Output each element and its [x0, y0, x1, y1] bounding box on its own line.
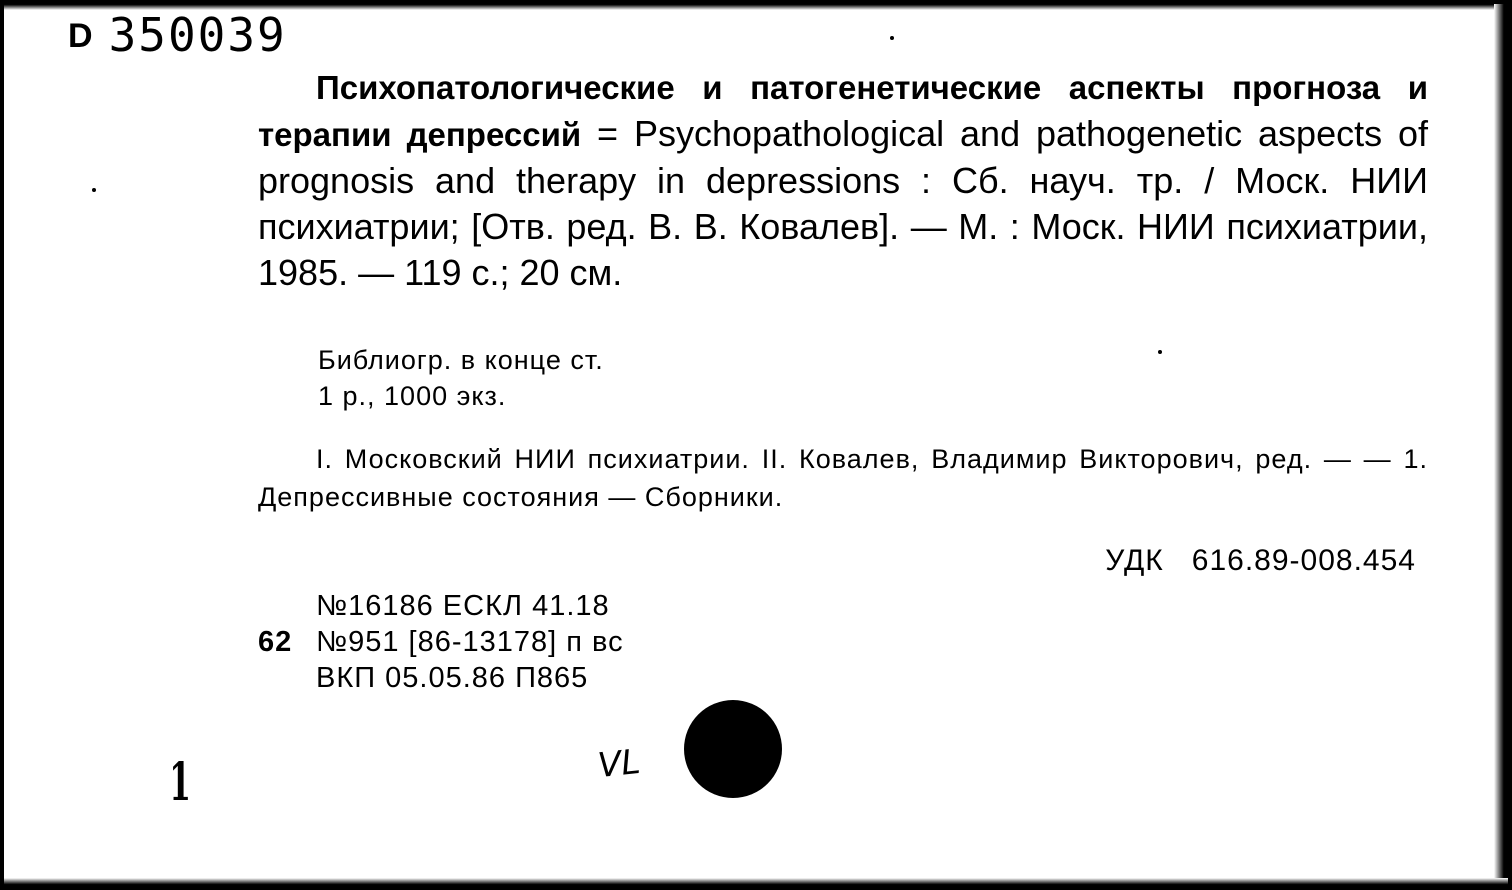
accession-number [68, 8, 287, 62]
price-run-note: 1 р., 1000 экз. [318, 381, 507, 411]
scan-speck [890, 36, 894, 40]
acquisition-line-2-text: №951 [86-13178] п вс [316, 626, 624, 658]
accession-prefix: D [68, 17, 95, 55]
acquisition-line-2-prefix: 62 [258, 626, 293, 658]
acquisition-line-3-text: ВКП 05.05.86 П865 [316, 662, 589, 694]
acquisition-line-1 [258, 588, 624, 624]
scan-speck [1158, 350, 1162, 354]
udc-classification [1105, 544, 1416, 578]
acquisition-line-2 [258, 624, 624, 660]
handwritten-vl-mark: VL [596, 741, 643, 787]
main-entry [258, 64, 1428, 296]
acquisition-line-1-text: №16186 ЕСКЛ 41.18 [316, 590, 610, 622]
handwritten-one-mark: 1 [169, 752, 191, 813]
acquisition-line-3 [258, 660, 624, 696]
tracings: I. Московский НИИ психиатрии. II. Ковалев, Владимир Викторович, ред. — — 1. Депрессивные состояния — Сборники. [258, 444, 1428, 512]
bibliography-note: Библиогр. в конце ст. [318, 345, 604, 375]
punch-hole-icon [684, 700, 782, 798]
scan-edge-right [1494, 4, 1508, 886]
scan-edge-bottom [4, 878, 1508, 886]
udc-label: УДК [1105, 544, 1164, 577]
acquisition-block [258, 588, 624, 696]
title-bold: Психопатологические и патогенетические аспекты прогноза и терапии депрессий [258, 69, 1428, 153]
udc-value: 616.89-008.454 [1191, 544, 1416, 577]
notes [318, 342, 604, 414]
scan-speck [92, 188, 96, 192]
main-entry-body: = Psychopathological and pathogenetic aspects of prognosis and therapy in depressions : Сб. науч. тр. / Моск. НИИ психиатрии; [Отв. ред. В. В. Ковалев]. — М. : Моск. НИИ психиатрии, 1985. — 119 с.; 20 см. [258, 113, 1428, 293]
accession-digits: 350039 [108, 8, 287, 62]
